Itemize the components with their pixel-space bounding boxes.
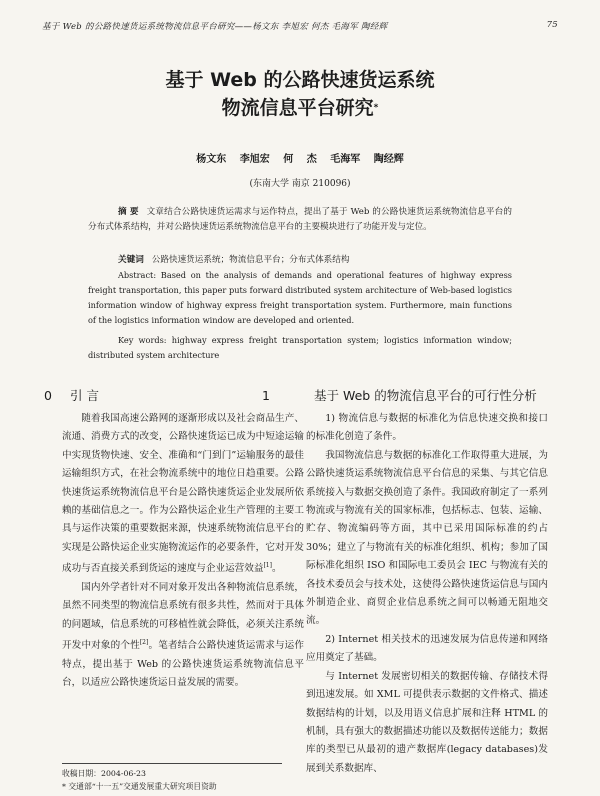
section-1-title: 基于 Web 的物流信息平台的可行性分析 <box>314 388 537 403</box>
paragraph: 1) 物流信息与数据的标准化为信息快速交换和接口的标准化创造了条件。 <box>306 413 548 443</box>
affiliation: (东南大学 南京 210096) <box>249 179 351 189</box>
section-1-number: 1 <box>262 388 270 403</box>
abstract-en <box>88 268 512 328</box>
section-1-heading <box>262 386 548 406</box>
keywords-cn-text: 公路快速货运系统；物流信息平台；分布式体系结构 <box>151 255 350 265</box>
footnote-received: 收稿日期：2004-06-23 <box>62 769 146 778</box>
paper-title <box>0 66 600 122</box>
abstract-cn <box>88 205 512 234</box>
abstract-en-text: Based on the analysis of demands and operational features of highway express freight transportation, this paper puts forward distributed system architecture of Web-based logistics information window of highway express freight transportation system. Furthermore, main functions of the logistics information window are developed and oriented. <box>88 270 512 325</box>
title-line-1: 基于 Web 的公路快速货运系统 <box>165 69 435 91</box>
authors: 杨文东 李旭宏 何 杰 毛海军 陶经辉 <box>196 154 404 165</box>
keywords-en-text: highway express freight transportation system; logistics information window; distributed system architecture <box>88 335 512 360</box>
paragraph: 随着我国高速公路网的逐渐形成以及社会商品生产、流通、消费方式的改变，公路快速货运已成为中短途运输中实现货物快速、安全、准确和“门到门”运输服务的最佳运输组织方式，在社会物流系统中的地位日趋重要。公路快速货运系统物流信息平台是公路快速货运企业发展所依赖的基础信息之一。作为公路快运企业生产管理的主要工具与运作决策的重要数据来源，快速系统物流信息平台的实现是公路快运企业实施物流运作的必要条件，它对开发成功与否直接关系到货运的速度与企业运营效益[1]。 <box>62 413 304 575</box>
title-line-2: 物流信息平台研究* <box>221 97 379 119</box>
abstract-cn-text: 文章结合公路快速货运需求与运作特点，提出了基于 Web 的公路快速货运系统物流信息平台的分布式体系结构，并对公路快速货运系统物流信息平台的主要模块进行了功能开发与定位。 <box>88 207 512 232</box>
right-column <box>262 386 548 778</box>
keywords-cn <box>88 253 512 267</box>
section-0-title: 引 言 <box>70 388 99 403</box>
footnote-project: * 交通部“十一五”交通发展重大研究项目资助 <box>62 781 217 791</box>
abstract-en-label: Abstract: <box>118 270 157 280</box>
title-footnote-mark: * <box>373 103 379 113</box>
citation-ref: [2] <box>139 639 149 647</box>
page-number: 75 <box>546 20 558 30</box>
running-head <box>42 20 558 32</box>
footnotes <box>62 763 282 793</box>
paragraph: 与 Internet 发展密切相关的数据传输、存储技术得到迅速发展。如 XML 可提供表示数据的文件格式、描述数据结构的计划，以及用语义信息扩展和注释 HTML 的机制，具有强大的数据描述功能以及数据传送能力；数据库的类型已从最初的遗产数据库(legacy databases)发展到关系数据库、 <box>306 670 548 774</box>
abstract-cn-label: 摘 要 <box>118 207 139 217</box>
citation-ref: [1] <box>263 562 272 570</box>
keywords-cn-label: 关键词 <box>118 255 144 265</box>
keywords-en-label: Key words: <box>118 335 167 345</box>
paragraph: 国内外学者针对不同对象开发出各种物流信息系统，虽然不同类型的物流信息系统有很多共性，然而对于具体的问题域，信息系统的可移植性就会降低，必须关注系统开发中对象的个性[2]。笔者结合公路快速货运需求与运作特点，提出基于 Web 的公路快速货运系统物流信息平台，以适应公路快速货运日益发展的需要。 <box>62 581 305 689</box>
section-0-number: 0 <box>44 388 52 403</box>
paragraph: 我国物流信息与数据的标准化工作取得重大进展，为公路快速货运系统物流信息平台信息的采集、与其它信息系统接入与数据交换创造了条件。我国政府制定了一系列物流或与物流有关的国家标准，包括标志、包装、运输、贮存、物流编码等方面，其中已采用国际标准的约占 30%；建立了与物流有关的标准化组织、机构；参加了国际标准化组织 ISO 和国际电工委员会 IEC 与物流有关的各技术委员会与技术处，这使得公路快速货运信息与国内外制造企业、商贸企业信息系统之间可以畅通无阻地交流。 <box>306 449 548 627</box>
left-column <box>44 386 305 692</box>
keywords-en <box>88 333 512 363</box>
running-head-text: 基于 Web 的公路快速货运系统物流信息平台研究——杨文东 李旭宏 何杰 毛海军 陶经辉 <box>42 22 388 32</box>
paragraph: 2) Internet 相关技术的迅速发展为信息传递和网络应用奠定了基础。 <box>306 633 548 664</box>
